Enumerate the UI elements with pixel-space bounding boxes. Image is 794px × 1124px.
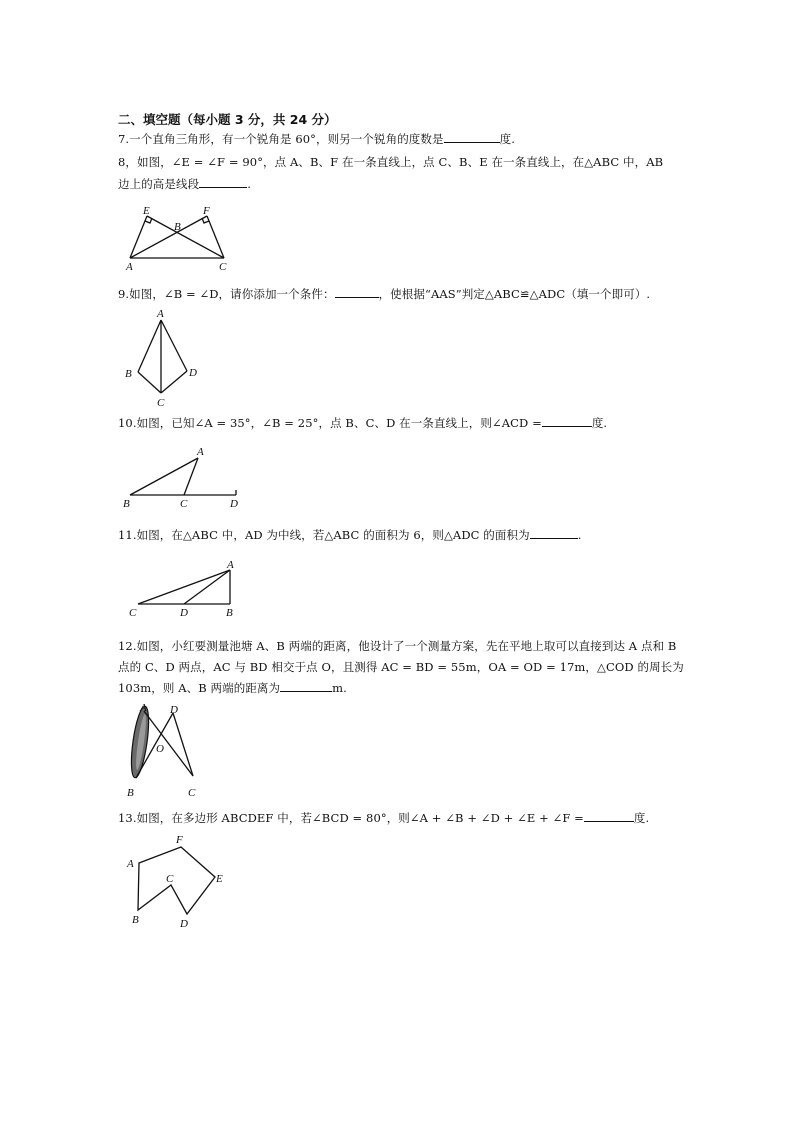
q8-figure: [118, 200, 248, 275]
q9-segment-dc: [161, 371, 187, 393]
q10-figure: [118, 440, 248, 512]
q8-label-c: C: [219, 261, 227, 273]
q13-label-e: E: [216, 873, 223, 885]
q12-answer-blank[interactable]: [280, 680, 332, 692]
q9-text-before: 9.如图，∠B = ∠D，请你添加一个条件：: [118, 287, 335, 301]
q12-label-a: A: [140, 702, 147, 714]
q13-label-f: F: [176, 834, 183, 846]
q10-text-before: 10.如图，已知∠A = 35°，∠B = 25°，点 B、C、D 在一条直线上，则∠ACD =: [118, 416, 542, 430]
q12-text-after: m.: [332, 681, 347, 695]
q13-label-a: A: [127, 858, 134, 870]
q7-text-after: 度.: [499, 132, 515, 146]
q9-text-after: ，使根据“AAS”判定△ABC≌△ADC（填一个即可）.: [378, 287, 651, 301]
q9-label-b: B: [125, 368, 132, 380]
q9-answer-blank[interactable]: [335, 286, 379, 298]
question-12-line3: [118, 680, 347, 696]
q12-text-before: 103m，则 A、B 两端的距离为: [118, 681, 281, 695]
q9-segment-ab: [138, 320, 161, 372]
q8-text-after: .: [247, 177, 251, 191]
q12-label-d: D: [170, 704, 178, 716]
q11-label-d: D: [180, 607, 188, 619]
q7-answer-blank[interactable]: [444, 131, 500, 143]
q9-label-d: D: [189, 367, 197, 379]
q9-segment-ad: [161, 320, 187, 371]
q10-segment-ba: [130, 458, 198, 495]
q13-label-c: C: [166, 873, 174, 885]
q12-label-o: O: [156, 743, 164, 755]
q13-label-d: D: [180, 918, 188, 930]
q11-segment-ca: [138, 570, 230, 604]
question-8-line2: [118, 176, 251, 192]
q10-label-a: A: [197, 446, 204, 458]
q8-segment-ae: [130, 216, 147, 258]
q13-polygon-abcdef: [138, 847, 215, 914]
q13-label-b: B: [132, 914, 139, 926]
q12-segment-dc: [173, 713, 193, 776]
q13-text-after: 度.: [633, 811, 650, 825]
q13-answer-blank[interactable]: [584, 810, 634, 822]
q10-segment-ac: [184, 458, 198, 495]
q9-figure: [118, 305, 208, 410]
q10-label-c: C: [180, 498, 188, 510]
q8-answer-blank[interactable]: [199, 176, 247, 188]
q9-label-c: C: [157, 397, 165, 409]
question-11: [118, 527, 581, 543]
q11-figure: [118, 556, 248, 622]
q12-label-c: C: [188, 787, 196, 799]
q11-label-b: B: [226, 607, 233, 619]
q10-label-b: B: [123, 498, 130, 510]
q8-label-f: F: [203, 205, 210, 217]
q11-label-a: A: [227, 559, 234, 571]
q13-figure: [118, 830, 238, 930]
question-10: [118, 415, 607, 431]
q12-label-b: B: [127, 787, 134, 799]
q11-label-c: C: [129, 607, 137, 619]
question-13: [118, 810, 649, 826]
question-8-line1: 8，如图，∠E = ∠F = 90°，点 A、B、F 在一条直线上，点 C、B、E 在一条直线上，在△ABC 中，AB: [118, 155, 664, 169]
question-12-line1: 12.如图，小红要测量池塘 A、B 两端的距离，他设计了一个测量方案，先在平地上取可以直接到达 A 点和 B: [118, 639, 677, 653]
q13-text-before: 13.如图，在多边形 ABCDEF 中，若∠BCD = 80°，则∠A + ∠B + ∠D + ∠E + ∠F =: [118, 811, 584, 825]
question-12-line2: 点的 C、D 两点，AC 与 BD 相交于点 O，且测得 AC = BD = 55m，OA = OD = 17m，△COD 的周长为: [118, 660, 684, 674]
q8-segment-cf: [207, 216, 224, 258]
q10-answer-blank[interactable]: [542, 415, 592, 427]
q9-label-a: A: [157, 308, 164, 320]
q11-text-after: .: [577, 528, 582, 542]
q11-answer-blank[interactable]: [530, 527, 578, 539]
q11-segment-ad: [184, 570, 230, 604]
q8-label-a: A: [126, 261, 133, 273]
question-9: [118, 286, 650, 302]
q8-segment-af: [130, 216, 207, 258]
q7-text-before: 7.一个直角三角形，有一个锐角是 60°，则另一个锐角的度数是: [118, 132, 444, 146]
q9-segment-bc: [138, 372, 161, 393]
q11-text-before: 11.如图，在△ABC 中，AD 为中线，若△ABC 的面积为 6，则△ADC 的面积为: [118, 528, 530, 542]
q10-label-d: D: [230, 498, 238, 510]
section-title: 二、填空题（每小题 3 分，共 24 分）: [118, 112, 337, 127]
q8-text-before: 边上的高是线段: [118, 177, 200, 191]
q8-label-b: B: [174, 221, 181, 233]
q12-figure: [118, 700, 218, 805]
q8-label-e: E: [143, 205, 150, 217]
q8-segment-ce: [147, 216, 224, 258]
q10-text-after: 度.: [591, 416, 608, 430]
question-7: [118, 131, 515, 147]
